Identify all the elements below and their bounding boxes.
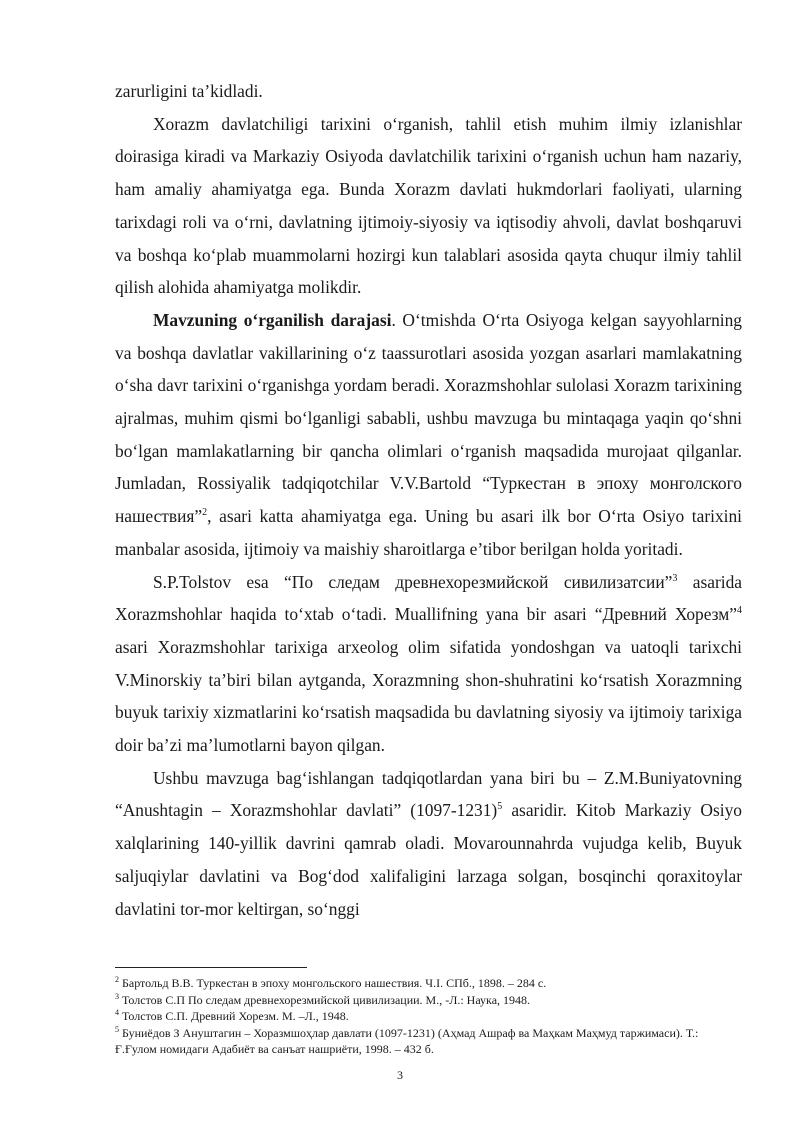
footnote-separator: [115, 967, 307, 968]
footnote: [115, 1025, 742, 1058]
footnote: [115, 1008, 742, 1025]
footnote-text: Толстов С.П. Древний Хорезм. М. –Л., 1948.: [119, 1009, 349, 1023]
footnote-number: 3: [115, 991, 119, 1001]
paragraph-tolstov: [115, 566, 742, 762]
body-text: [115, 75, 742, 925]
footnote: [115, 975, 742, 992]
paragraph-intro: Xorazm davlatchiligi tarixini oʻrganish, tahlil etish muhim ilmiy izlanishlar doirasiga kiradi va Markaziy Osiyoda davlatchilik tarixini oʻrganish uchun ham nazariy, ham amaliy ahamiyatga ega. Bunda Xorazm davlati hukmdorlari faoliyati, ularning tarixdagi roli va oʻrni, davlatning ijtimoiy-siyosiy va iqtisodiy ahvoli, davlat boshqaruvi va boshqa koʻplab muammolarni hozirgi kun talablari asosida qayta chuqur ilmiy tahlil qilish alohida ahamiyatga molikdir.: [115, 113, 742, 298]
footnotes: [115, 975, 742, 1058]
footnote-ref: 5: [497, 801, 503, 813]
paragraph-study-level: [115, 304, 742, 566]
paragraph-text: , asari katta ahamiyatga ega. Uning bu asari ilk bor Oʻrta Osiyo tarixini manbalar asosida, ijtimoiy va maishiy sharoitlarga e’tibor berilgan holda yoritadi.: [115, 506, 742, 559]
footnote-text: Толстов С.П По следам древнехорезмийской цивилизации. М., -Л.: Наука, 1948.: [119, 992, 531, 1007]
footnote-text: Бартольд В.В. Туркестан в эпоху монгольского нашествия. Ч.I. СПб., 1898. – 284 с.: [119, 976, 547, 990]
section-heading: Mavzuning oʻrganilish darajasi: [153, 309, 392, 330]
paragraph-text: . Oʻtmishda Oʻrta Osiyoga kelgan sayyohlarning va boshqa davlatlar vakillarining oʻz taassurotlari asosida yozgan asarlari mamlakatning oʻsha davr tarixini oʻrganishga yordam beradi. Xorazmshohlar sulolasi Xorazm tarixining ajralmas, muhim qismi boʻlganligi sababli, ushbu mavzuga bu mintaqaga yaqin qoʻshni boʻlgan mamlakatlarning bir qancha olimlari oʻrganish maqsadida murojaat qilganlar. Jumladan, Rossiyalik tadqiqotchilar V.V.Bartold “Туркестан в эпоху монголского нашествия”: [115, 309, 742, 527]
footnote-number: 5: [115, 1024, 119, 1034]
footnote: [115, 992, 742, 1009]
footnote-number: 4: [115, 1008, 119, 1017]
paragraph-text: asaridir. Kitob Markaziy Osiyo xalqlarining 140-yillik davrini qamrab oladi. Movarounnahrda vujudga kelib, Buyuk saljuqiylar davlatini va Bogʻdod xalifaligini larzaga solgan, bosqinchi qoraxitoylar davlatini tor-mor keltirgan, soʻnggi: [115, 800, 742, 919]
paragraph-text: asari Xorazmshohlar tarixiga arxeolog olim sifatida yondoshgan va uatoqli tarixchi V.Minorskiy ta’biri bilan aytganda, Xorazmning shon-shuhratini koʻrsatish Xorazmning buyuk tarixiy xizmatlarini koʻrsatish maqsadida bu davlatning siyosiy va ijtimoiy tarixiga doir ba’zi ma’lumotlarni bayon qilgan.: [115, 636, 742, 756]
footnote-number: 2: [115, 975, 119, 984]
footnote-text: Буниёдов З Ануштагин – Хоразмшоҳлар давлати (1097-1231) (Аҳмад Ашраф ва Маҳкам Маҳмуд таржимаси). Т.: Ғ.Ғулом номидаги Адабиёт ва санъат нашриёти, 1998. – 432 б.: [115, 1025, 699, 1056]
page-number: 3: [397, 1068, 403, 1082]
paragraph-text: Ushbu mavzuga bagʻishlangan tadqiqotlardan yana biri bu – Z.M.Buniyatovning “Anushtagin – Xorazmshohlar davlati” (1097-1231): [115, 767, 742, 821]
paragraph-buniyatov: [115, 762, 742, 926]
paragraph-text: S.P.Tolstov esa “По следам древнехорезмийской сивилизатсии”: [153, 571, 673, 592]
paragraph-continuation: zarurligini ta’kidladi.: [115, 81, 263, 101]
footnote-ref: 4: [737, 605, 742, 617]
footnote-ref: 2: [202, 507, 208, 519]
footnote-ref: 3: [672, 572, 678, 584]
paragraph-text: asarida Xorazmshohlar haqida toʻxtab oʻtadi. Muallifning yana bir asari “Древний Хорезм”: [115, 571, 743, 625]
